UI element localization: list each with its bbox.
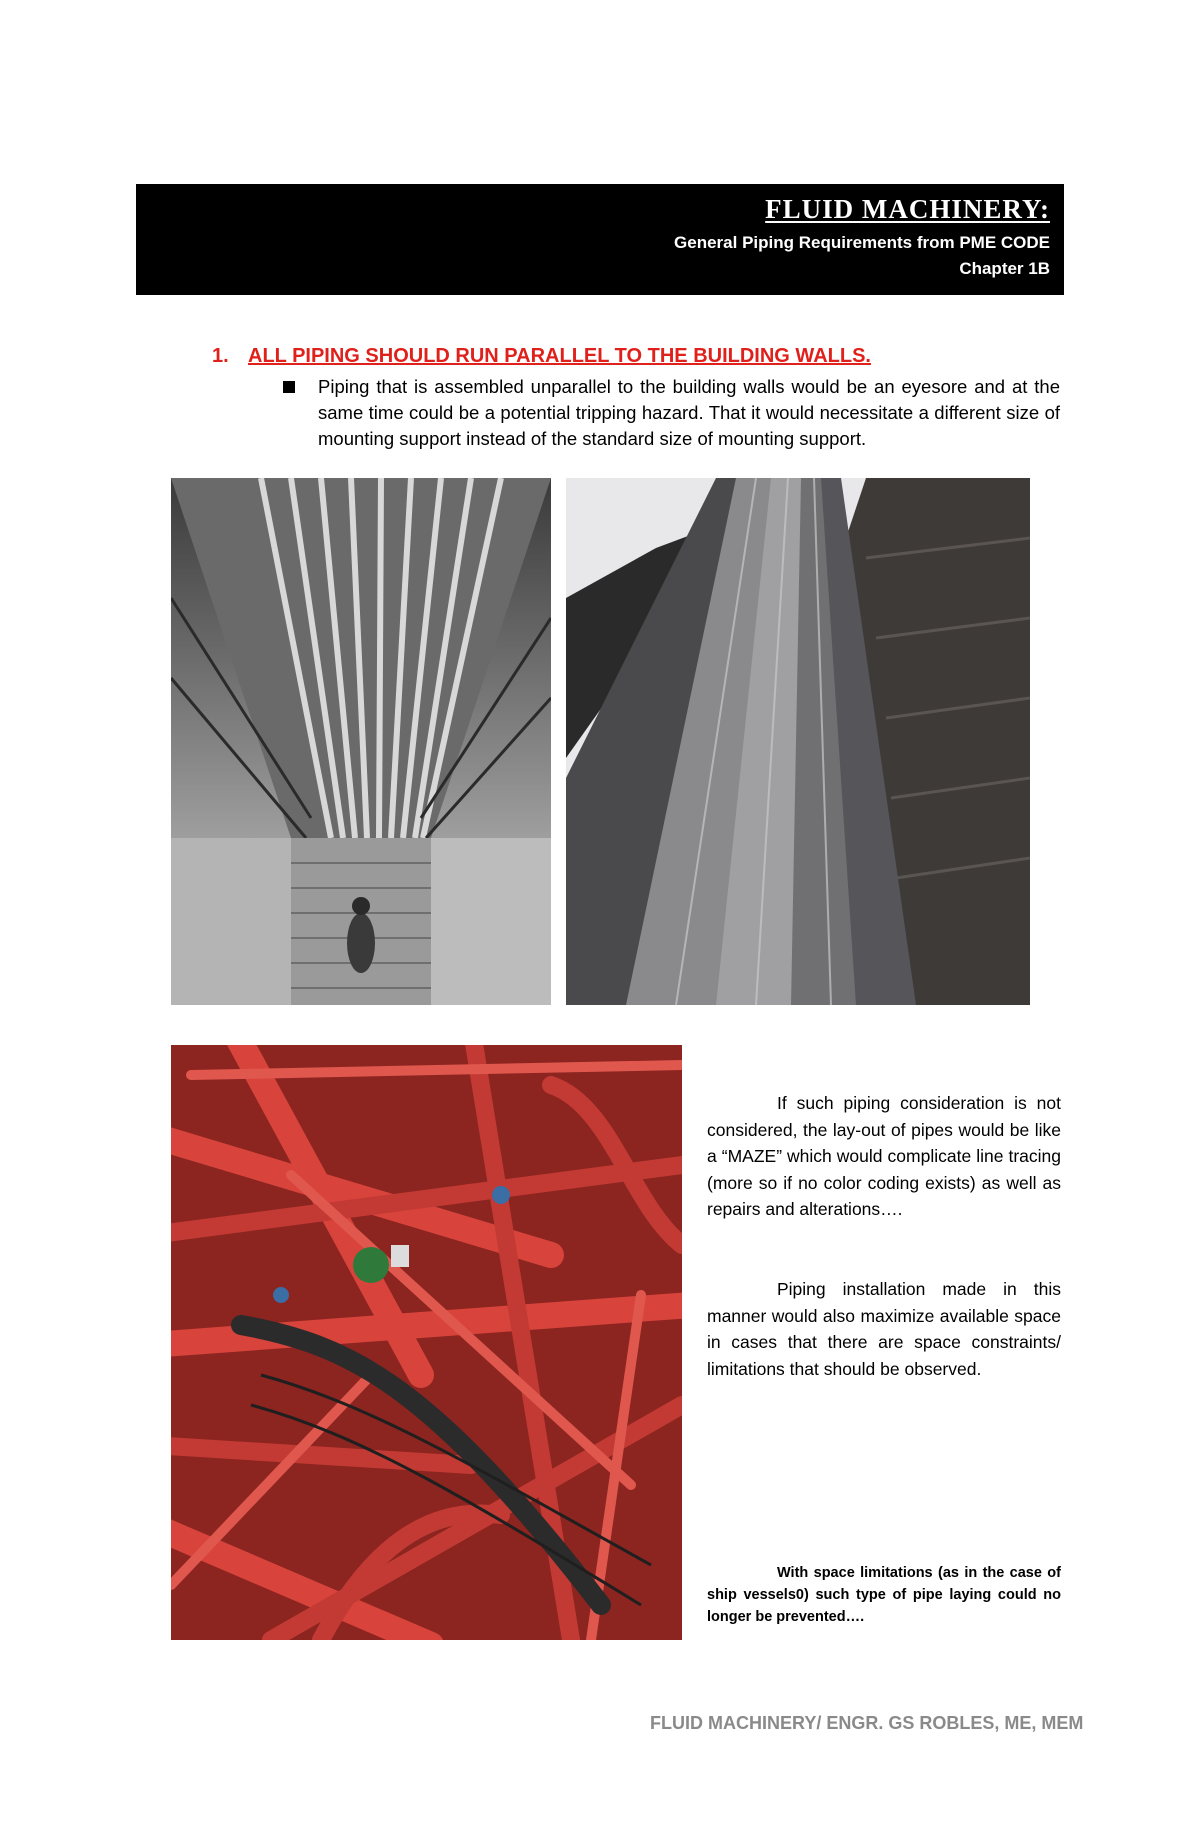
paragraph-space-text: Piping installation made in this manner would also maximize available space in cases that there are space constraints/ limitations that should be observed. — [707, 1279, 1061, 1379]
document-subtitle: General Piping Requirements from PME CODE — [674, 233, 1050, 252]
section-number: 1. — [212, 345, 229, 367]
photo-caption — [707, 1562, 1061, 1628]
paragraph-space — [707, 1276, 1061, 1382]
bullet-square-icon — [283, 381, 295, 393]
photo-red-ship-piping — [171, 1045, 682, 1640]
photo-vertical-pipes — [566, 478, 1030, 1005]
paragraph-maze — [707, 1090, 1061, 1223]
bullet-text: Piping that is assembled unparallel to the building walls would be an eyesore and at the same time could be a potential tripping hazard. That it would necessitate a different size of mounting support instead of the standard size of mounting support. — [318, 376, 1060, 449]
photo-ceiling-pipes — [171, 478, 551, 1005]
document-title: FLUID MACHINERY: — [765, 194, 1050, 224]
page-footer: FLUID MACHINERY/ ENGR. GS ROBLES, ME, MEM — [650, 1713, 1084, 1733]
section-heading-text: ALL PIPING SHOULD RUN PARALLEL TO THE BUILDING WALLS. — [248, 345, 871, 367]
photo-caption-text: With space limitations (as in the case of ship vessels0) such type of pipe laying could no longer be prevented…. — [707, 1565, 1061, 1625]
header-band — [136, 184, 1064, 295]
chapter-label: Chapter 1B — [959, 259, 1050, 278]
paragraph-maze-text: If such piping consideration is not considered, the lay-out of pipes would be like a “MAZE” which would complicate line tracing (more so if no color coding exists) as well as repairs and alterations…. — [707, 1093, 1061, 1219]
section-heading — [212, 345, 871, 368]
